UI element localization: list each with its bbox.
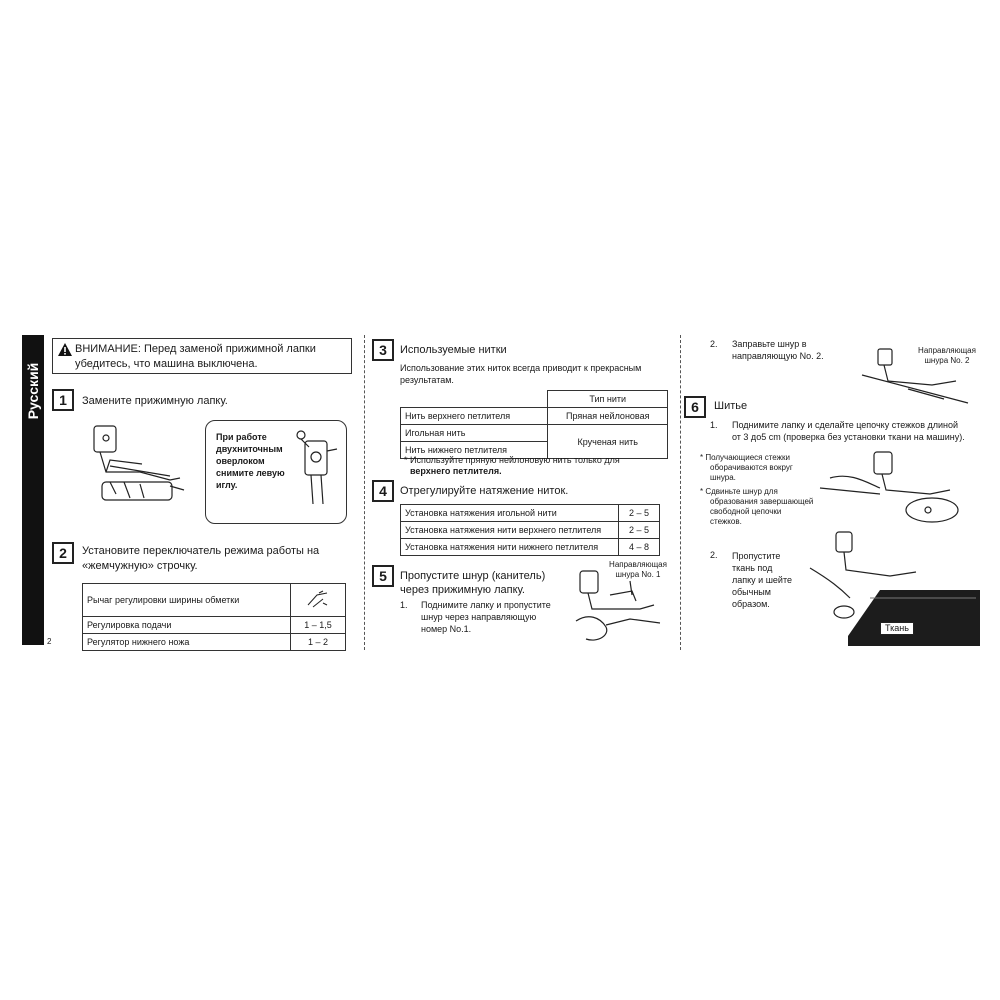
table-row: [401, 425, 668, 442]
table-cell: Регулировка подачи: [83, 617, 291, 634]
step-2-number: 2: [52, 542, 74, 564]
stitch-width-icon: [305, 589, 331, 609]
bullet-line: шнура.: [710, 473, 736, 482]
stitch-width-icon-cell: [291, 584, 346, 617]
note-line: снимите левую: [216, 468, 285, 478]
table-cell: Нить верхнего петлителя: [401, 408, 548, 425]
note-line: двухниточным: [216, 444, 283, 454]
step-5-item-1: Поднимите лапку и пропустите: [421, 600, 551, 610]
table-cell: Регулятор нижнего ножа: [83, 634, 291, 651]
step-6-item-2: [732, 550, 792, 610]
table-cell: 2 – 5: [619, 522, 660, 539]
step-4-title: Отрегулируйте натяжение ниток.: [400, 485, 569, 497]
callout-line: шнура No. 2: [924, 356, 970, 365]
table-cell: Пряная нейлоновая: [548, 408, 668, 425]
table-row: [401, 408, 668, 425]
callout-line: шнура No. 1: [615, 570, 661, 579]
bullet-line: образования завершающей: [710, 497, 814, 506]
step-3-footnote-2: верхнего петлителя.: [410, 466, 502, 476]
table-cell: Нить нижнего петлителя: [401, 442, 548, 459]
table-row: [401, 505, 660, 522]
item-line: лапку и шейте: [732, 575, 792, 585]
table-cell: Установка натяжения нити верхнего петлителя: [401, 522, 619, 539]
table-cell: Крученая нить: [548, 425, 668, 459]
item-line: ткань под: [732, 563, 773, 573]
item-line: образом.: [732, 599, 770, 609]
step-6-title: Шитье: [714, 400, 748, 412]
bullet-line: * Сдвиньте шнур для: [700, 487, 778, 496]
fabric-label: Ткань: [880, 622, 914, 635]
bullet-text: Сдвиньте шнур для: [705, 487, 778, 496]
step-6-item-2-number: 2.: [710, 550, 718, 560]
step-1-note-box: [205, 420, 347, 524]
bullet-line: стежков.: [710, 517, 742, 526]
needle-illustration: [291, 429, 341, 509]
cord-threading-illustration: [570, 565, 670, 645]
step-4-number: 4: [372, 480, 394, 502]
step-3-footnote-1: * Используйте пряную нейлоновую нить только для: [404, 455, 620, 465]
language-tab: [22, 335, 44, 645]
table-cell: Установка натяжения игольной нити: [401, 505, 619, 522]
step-2-title-1: Установите переключатель режима работы на: [82, 545, 320, 557]
step-3-number: 3: [372, 339, 394, 361]
step-1-title: Замените прижимную лапку.: [82, 395, 228, 407]
step-6-bullet-2: [700, 487, 813, 527]
item-line: Пропустите: [732, 551, 781, 561]
column-divider-2: [680, 335, 681, 650]
table-cell: Игольная нить: [401, 425, 548, 442]
warning-label: ВНИМАНИЕ:: [75, 343, 141, 355]
table-cell: [401, 391, 548, 408]
col3-item-2-number: 2.: [710, 339, 718, 349]
table-header: Тип нити: [548, 391, 668, 408]
step-6-item-1-number: 1.: [710, 420, 718, 430]
step-6-number: 6: [684, 396, 706, 418]
page-marker: 2: [47, 637, 52, 646]
bullet-line: оборачиваются вокруг: [710, 463, 793, 472]
chain-stitch-illustration: [820, 448, 960, 528]
note-line: оверлоком: [216, 456, 265, 466]
step-6-item-1-line-1: Поднимите лапку и сделайте цепочку стежков длиной: [732, 420, 959, 430]
col3-item-2-line-1: Заправьте шнур в: [732, 339, 807, 349]
step-3-intro-1: Использование этих ниток всегда приводит к прекрасным: [400, 363, 642, 373]
callout-line: Направляющая: [609, 560, 667, 569]
table-row: [83, 617, 346, 634]
callout-line: Направляющая: [918, 346, 976, 355]
step-1-note: [216, 431, 285, 491]
column-divider-1: [364, 335, 365, 650]
step-3-thread-table: [400, 390, 668, 459]
warning-text-1: Перед заменой прижимной лапки: [144, 343, 316, 355]
table-row: [401, 522, 660, 539]
warning-line-1: [75, 342, 316, 356]
step-5-title-2: через прижимную лапку.: [400, 584, 525, 596]
table-cell: Установка натяжения нити нижнего петлителя: [401, 539, 619, 556]
table-row: [401, 539, 660, 556]
table-cell: Рычаг регулировки ширины обметки: [83, 584, 291, 617]
table-row: [401, 391, 668, 408]
bullet-text: Получающиеся стежки: [705, 453, 790, 462]
cord-guide-2-illustration: [858, 345, 978, 413]
table-row: [83, 584, 346, 617]
table-cell: 4 – 8: [619, 539, 660, 556]
step-4-tension-table: [400, 504, 660, 556]
step-1-number: 1: [52, 389, 74, 411]
language-tab-label: Русский: [25, 362, 41, 420]
step-5-item-2: шнур через направляющую: [421, 612, 537, 622]
bullet-line: * Получающиеся стежки: [700, 453, 790, 462]
step-2-title-2: «жемчужную» строчку.: [82, 560, 198, 572]
step-5-title-1: Пропустите шнур (канитель): [400, 570, 546, 582]
step-5-item-3: номер No.1.: [421, 624, 472, 634]
table-cell: 1 – 1,5: [291, 617, 346, 634]
note-line: При работе: [216, 432, 267, 442]
table-row: [83, 634, 346, 651]
step-2-settings-table: [82, 583, 346, 651]
table-cell: 1 – 2: [291, 634, 346, 651]
step-3-title: Используемые нитки: [400, 344, 507, 356]
step-6-bullet-1: [700, 453, 793, 483]
note-line: иглу.: [216, 480, 238, 490]
warning-triangle-icon: [58, 343, 72, 356]
table-cell: 2 – 5: [619, 505, 660, 522]
warning-text-2: убедитесь, что машина выключена.: [75, 358, 258, 370]
step-5-number: 5: [372, 565, 394, 587]
col3-item-2-line-2: направляющую No. 2.: [732, 351, 824, 361]
presser-foot-illustration: [80, 420, 190, 515]
warning-box: [52, 338, 352, 374]
step-5-item-number: 1.: [400, 600, 408, 610]
bullet-line: свободной цепочки: [710, 507, 782, 516]
step-3-intro-2: результатам.: [400, 375, 454, 385]
item-line: обычным: [732, 587, 771, 597]
step-6-item-1-line-2: от 3 до5 cm (проверка без установки ткани на машину).: [732, 432, 965, 442]
